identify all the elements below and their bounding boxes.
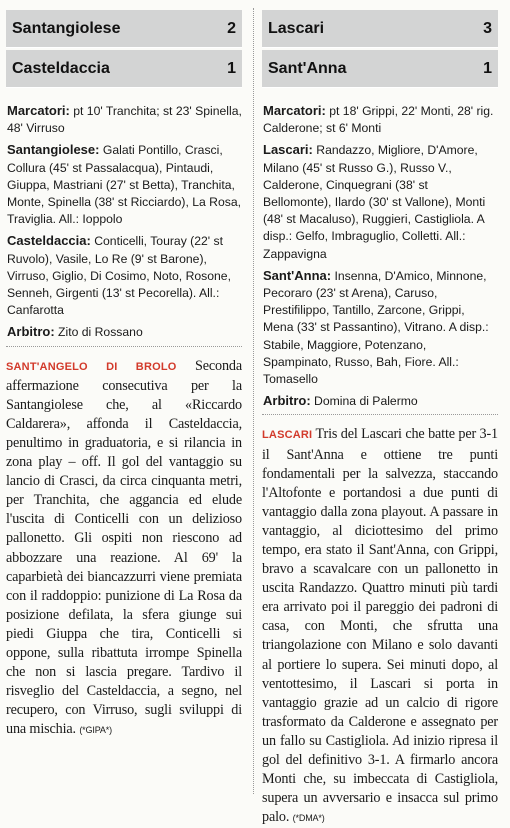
away-lineup <box>7 232 242 319</box>
scorers-label: Marcatori: <box>263 103 326 118</box>
article-body <box>262 425 498 828</box>
article-text: Tris del Lascari che batte per 3-1 il Sant'Anna e ottiene tre punti fondamentali per la salvezza, staccando l'Altofonte e portandosi a due punti di vantaggio dalla zona playout. A passare in vantaggio, al diciottesimo del primo tempo, era stato il Sant'Anna, con Grippi, bravo a scavalcare con un pallonetto in uscita Randazzo. Quattro minuti più tardi era arrivato poi il pareggio dei padroni di casa, con Monti, che sfrutta una triangolazione con Milano e solo davanti al portiere lo supera. Sei minuti dopo, al ventottesimo, il Lascari si porta in vantaggio grazie ad un calcio di rigore trasformato da Calderone e assegnato per un fallo su Castigliola. Ad inizio ripresa il gol del definitivo 3-1. A firmarlo ancora Monti che, su imbeccata di Castigliola, supera un avversario e insacca sul primo palo. <box>262 426 498 826</box>
home-team-name: Santangiolese <box>12 19 121 37</box>
home-lineup <box>7 141 242 228</box>
section-separator <box>262 414 498 415</box>
scorers <box>7 102 242 137</box>
referee-text: Domina di Palermo <box>310 394 418 409</box>
away-lineup-text: Conticelli, Touray (22' st Ruvolo), Vasile, Lo Re (9' st Barone), Virruso, Giglio, Di Cosimo, Noto, Rosone, Senneh, Girgenti (13' st Pecorella). All.: Canfarotta <box>7 234 231 318</box>
scorers <box>263 102 498 137</box>
home-team-row <box>262 10 498 48</box>
article-kicker: SANT'ANGELO DI BROLO <box>6 360 177 373</box>
away-lineup-label: Casteldaccia: <box>7 233 91 249</box>
away-lineup-text: Insenna, D'Amico, Minnone, Pecoraro (23' st Arena), Caruso, Prestifilippo, Tantillo, Zarcone, Grippi, Mena (33' st Passantino), Vitrano. A disp.: Stabile, Maggiore, Potenzano, Spampinato, Russo, Bah, Fiore. All.: Tomasello <box>263 268 489 387</box>
away-team-row <box>6 50 242 88</box>
match-stats <box>262 102 498 410</box>
home-team-score: 3 <box>483 19 492 37</box>
match-report-santangiolese-casteldaccia <box>6 10 242 741</box>
article-body <box>6 357 242 741</box>
home-team-row <box>6 10 242 48</box>
match-report-lascari-santanna <box>262 10 498 828</box>
away-lineup-label: Sant'Anna: <box>263 267 332 283</box>
match-stats <box>6 102 242 342</box>
away-team-score: 1 <box>227 59 236 77</box>
referee-label: Arbitro: <box>263 393 311 409</box>
away-team-name: Sant'Anna <box>268 59 347 77</box>
referee <box>7 323 242 341</box>
scorers-text: pt 10' Tranchita; st 23' Spinella, 48' Virruso <box>7 104 242 136</box>
section-separator <box>6 346 242 347</box>
away-team-row <box>262 50 498 88</box>
article-text: Seconda affermazione consecutiva per la Santangiolese che, al «Riccardo Caldarera», affonda il Casteldaccia, penultimo in graduatoria, e si rilancia in zona play – off. Il gol del vantaggio su lancio di Crasci, da circa cinquanta metri, per Tranchita, che aggancia ed elude l'uscita di Conticelli con un delizioso pallonetto. Gli ospiti non riescono ad abbozzare una reazione. Al 69' la caparbietà dei biancazzurri viene premiata con il raddoppio: punizione di La Rosa da posizione defilata, la sfera giunge sui piedi Giuppa che tira, Conticelli si oppone, sulla ribattuta irrompe Spinella che non si lascia pregare. Tardivo il risveglio del Casteldaccia, a segno, nel recupero, con Virruso, sugli sviluppi di una mischia. <box>6 357 242 738</box>
referee <box>263 392 498 410</box>
scorers-text: pt 18' Grippi, 22' Monti, 28' rig. Calderone; st 6' Monti <box>263 104 494 136</box>
home-lineup-text: Galati Pontillo, Crasci, Collura (45' st Passalacqua), Pintaudi, Giuppa, Mastriani (27' st Betta), Tranchita, Monte, Spinella (38' st Ricciardo), La Rosa, Traviglia. All.: Ioppolo <box>7 143 241 227</box>
home-lineup <box>263 141 498 262</box>
away-lineup <box>263 267 498 388</box>
away-team-name: Casteldaccia <box>12 59 110 77</box>
referee-label: Arbitro: <box>7 324 55 340</box>
column-divider <box>253 8 254 794</box>
scorers-label: Marcatori: <box>7 103 70 118</box>
article-kicker: LASCARI <box>262 429 313 442</box>
home-lineup-text: Randazzo, Migliore, D'Amore, Milano (45' st Russo G.), Russo V., Calderone, Cinquegrani (38' st Bellomonte), Ilardo (30' st Vallone), Monti (48' st Macaluso), Ruggieri, Castigliola. A disp.: Gelfo, Imbraguglio, Colletti. All.: Zappavigna <box>263 143 486 261</box>
article-signature: (*DMA*) <box>292 813 325 824</box>
home-team-score: 2 <box>227 19 236 37</box>
away-team-score: 1 <box>483 59 492 77</box>
home-lineup-label: Santangiolese: <box>7 142 100 158</box>
home-lineup-label: Lascari: <box>263 142 313 158</box>
referee-text: Zito di Rossano <box>54 325 143 340</box>
article-signature: (*GIPA*) <box>79 725 112 736</box>
home-team-name: Lascari <box>268 19 325 37</box>
